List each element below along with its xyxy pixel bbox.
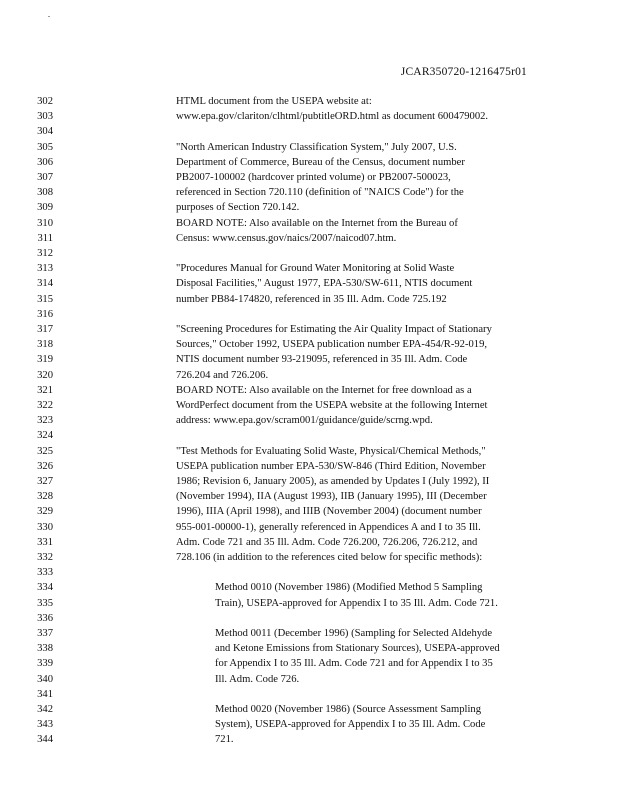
line-number: 338	[37, 643, 53, 655]
line-number: 305	[37, 141, 53, 153]
line-number: 339	[37, 658, 53, 670]
line-number: 317	[37, 324, 53, 335]
line-number: 336	[37, 612, 53, 624]
line-number: 314	[37, 278, 53, 290]
document-line	[0, 598, 619, 610]
document-line	[0, 582, 619, 594]
document-line	[0, 415, 619, 427]
document-line	[0, 628, 619, 640]
line-number: 319	[37, 354, 53, 366]
document-line	[0, 537, 619, 549]
line-number: 330	[37, 521, 53, 533]
document-line	[0, 294, 619, 306]
line-number: 322	[37, 400, 53, 411]
document-line	[0, 704, 619, 716]
line-number: 302	[37, 96, 53, 107]
document-id: JCAR350720-1216475r01	[400, 66, 527, 78]
document-line	[0, 218, 619, 230]
document-line	[0, 461, 619, 473]
line-number: 343	[37, 719, 53, 731]
line-text: "North American Industry Classification System," July 2007, U.S.	[176, 141, 457, 153]
document-line	[0, 96, 619, 108]
line-text: 728.106 (in addition to the references cited below for specific methods):	[176, 552, 483, 563]
line-text: Adm. Code 721 and 35 Ill. Adm. Code 726.200, 726.206, 726.212, and	[176, 536, 478, 548]
document-line	[0, 233, 619, 245]
line-number: 321	[37, 384, 53, 396]
line-text: Disposal Facilities," August 1977, EPA-530/SW-611, NTIS document	[176, 278, 473, 290]
document-line	[0, 522, 619, 534]
line-number: 303	[37, 111, 53, 123]
line-number: 311	[37, 232, 53, 244]
line-text: WordPerfect document from the USEPA website at the following Internet	[176, 400, 488, 411]
line-text: 1986; Revision 6, January 2005), as amended by Updates I (July 1992), II	[176, 476, 490, 487]
line-text: BOARD NOTE: Also available on the Internet from the Bureau of	[176, 217, 458, 229]
line-number: 308	[37, 187, 53, 199]
line-text: Method 0011 (December 1996) (Sampling for Selected Aldehyde	[215, 628, 493, 639]
line-number: 329	[37, 506, 53, 518]
document-line	[0, 430, 619, 442]
document-line	[0, 613, 619, 625]
line-text: Train), USEPA-approved for Appendix I to 35 Ill. Adm. Code 721.	[215, 597, 498, 609]
document-line	[0, 354, 619, 366]
line-number: 310	[37, 217, 53, 229]
line-number: 315	[37, 293, 53, 305]
document-line	[0, 658, 619, 670]
document-line	[0, 324, 619, 336]
line-text: "Test Methods for Evaluating Solid Waste, Physical/Chemical Methods,"	[176, 445, 486, 457]
document-line	[0, 446, 619, 458]
line-number: 307	[37, 172, 53, 183]
line-number: 334	[37, 582, 53, 594]
document-line	[0, 309, 619, 321]
line-number: 325	[37, 445, 53, 457]
line-text: HTML document from the USEPA website at:	[176, 96, 372, 107]
line-text: Department of Commerce, Bureau of the Census, document number	[176, 156, 465, 168]
line-text: Ill. Adm. Code 726.	[215, 673, 300, 685]
line-number: 327	[37, 476, 53, 487]
line-text: Method 0010 (November 1986) (Modified Method 5 Sampling	[215, 582, 483, 594]
line-text: BOARD NOTE: Also available on the Internet for free download as a	[176, 384, 472, 396]
line-number: 312	[37, 248, 53, 259]
line-text: for Appendix I to 35 Ill. Adm. Code 721 and for Appendix I to 35	[215, 658, 493, 670]
document-line	[0, 674, 619, 686]
line-number: 340	[37, 673, 53, 685]
line-text: NTIS document number 93-219095, referenced in 35 Ill. Adm. Code	[176, 354, 468, 366]
line-text: 955-001-00000-1), generally referenced in Appendices A and I to 35 Ill.	[176, 521, 481, 533]
document-line	[0, 157, 619, 169]
line-text: purposes of Section 720.142.	[176, 202, 300, 214]
line-number: 320	[37, 369, 53, 381]
line-text: System), USEPA-approved for Appendix I to 35 Ill. Adm. Code	[215, 719, 486, 731]
document-line	[0, 263, 619, 275]
document-line	[0, 339, 619, 351]
document-line	[0, 734, 619, 746]
line-number: 306	[37, 156, 53, 168]
document-line	[0, 476, 619, 488]
document-line	[0, 172, 619, 184]
line-number: 304	[37, 126, 53, 138]
line-text: Census: www.census.gov/naics/2007/naicod07.htm.	[176, 232, 397, 244]
document-line	[0, 187, 619, 199]
line-text: USEPA publication number EPA-530/SW-846 (Third Edition, November	[176, 460, 486, 472]
line-number: 331	[37, 536, 53, 548]
line-text: Method 0020 (November 1986) (Source Assessment Sampling	[215, 704, 481, 715]
line-number: 313	[37, 263, 53, 275]
line-number: 326	[37, 460, 53, 472]
line-number: 316	[37, 308, 53, 320]
document-line	[0, 142, 619, 154]
line-text: 726.204 and 726.206.	[176, 369, 269, 381]
line-text: www.epa.gov/clariton/clhtml/pubtitleORD.html as document 600479002.	[176, 111, 489, 123]
line-number: 309	[37, 202, 53, 214]
document-line	[0, 111, 619, 123]
line-number: 344	[37, 734, 53, 746]
line-text: 1996), IIIA (April 1998), and IIIB (November 2004) (document number	[176, 506, 482, 518]
document-line	[0, 126, 619, 138]
line-text: PB2007-100002 (hardcover printed volume) or PB2007-500023,	[176, 172, 451, 183]
document-line	[0, 491, 619, 503]
line-text: referenced in Section 720.110 (definition of "NAICS Code") for the	[176, 187, 464, 199]
document-line	[0, 719, 619, 731]
document-line	[0, 506, 619, 518]
line-text: and Ketone Emissions from Stationary Sources), USEPA-approved	[215, 643, 500, 655]
line-number: 341	[37, 688, 53, 700]
line-number: 328	[37, 491, 53, 503]
line-text: Sources," October 1992, USEPA publication number EPA-454/R-92-019,	[176, 339, 488, 351]
line-number: 323	[37, 415, 53, 427]
document-line	[0, 552, 619, 564]
line-number: 324	[37, 430, 53, 442]
document-line	[0, 278, 619, 290]
document-line	[0, 567, 619, 579]
document-line	[0, 202, 619, 214]
line-text: number PB84-174820, referenced in 35 Ill. Adm. Code 725.192	[176, 293, 447, 305]
line-number: 337	[37, 628, 53, 639]
document-line	[0, 370, 619, 382]
line-text: "Screening Procedures for Estimating the Air Quality Impact of Stationary	[176, 324, 492, 335]
document-line	[0, 689, 619, 701]
line-text: 721.	[215, 734, 234, 746]
line-number: 333	[37, 567, 53, 579]
line-number: 332	[37, 552, 53, 563]
line-number: 335	[37, 597, 53, 609]
line-number: 342	[37, 704, 53, 715]
line-number: 318	[37, 339, 53, 351]
document-line	[0, 400, 619, 412]
scan-speck	[48, 16, 50, 17]
document-line	[0, 643, 619, 655]
document-line	[0, 248, 619, 260]
line-text: address: www.epa.gov/scram001/guidance/guide/scrng.wpd.	[176, 415, 433, 427]
document-line	[0, 385, 619, 397]
line-text: "Procedures Manual for Ground Water Monitoring at Solid Waste	[176, 263, 455, 275]
line-text: (November 1994), IIA (August 1993), IIB (January 1995), III (December	[176, 491, 487, 503]
